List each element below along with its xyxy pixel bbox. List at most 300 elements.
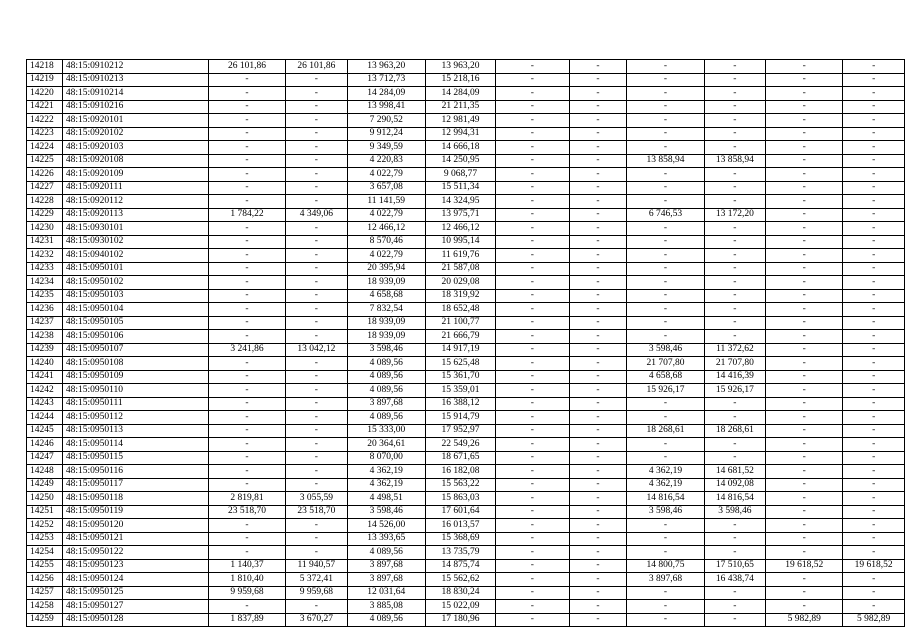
table-cell-value-col-11: -: [766, 586, 843, 600]
table-cell-value-col-10: -: [704, 289, 766, 303]
table-row: [27, 505, 905, 519]
table-cell-value-col-3: -: [208, 87, 285, 101]
table-cell-value-col-9: 3 598,46: [627, 505, 704, 519]
table-cell-value-col-8: -: [569, 60, 627, 74]
table-row: [27, 613, 905, 627]
table-cell-value-col-7: -: [496, 451, 569, 465]
table-cell-value-col-12: -: [843, 289, 905, 303]
table-cell-value-col-11: -: [766, 100, 843, 114]
table-cell-value-col-8: -: [569, 303, 627, 317]
table-cell-value-col-9: -: [627, 60, 704, 74]
table-cell-value-col-7: -: [496, 303, 569, 317]
table-cell-value-col-6: 13 735,79: [425, 546, 495, 560]
table-cell-value-col-8: -: [569, 424, 627, 438]
table-cell-value-col-6: 15 218,16: [425, 73, 495, 87]
table-cell-value-col-6: 11 619,76: [425, 249, 495, 263]
table-cell-cadastral-number: 48:15:0950109: [62, 370, 208, 384]
table-cell-value-col-12: -: [843, 276, 905, 290]
table-cell-value-col-12: -: [843, 384, 905, 398]
table-cell-value-col-8: -: [569, 276, 627, 290]
table-cell-value-col-12: -: [843, 73, 905, 87]
table-cell-value-col-6: 13 963,20: [425, 60, 495, 74]
table-cell-value-col-7: -: [496, 195, 569, 209]
table-cell-value-col-7: -: [496, 249, 569, 263]
table-cell-value-col-4: 23 518,70: [286, 505, 348, 519]
table-cell-cadastral-number: 48:15:0910213: [62, 73, 208, 87]
table-cell-value-col-11: -: [766, 181, 843, 195]
table-cell-value-col-12: -: [843, 195, 905, 209]
table-cell-value-col-7: -: [496, 532, 569, 546]
table-cell-value-col-11: -: [766, 492, 843, 506]
table-cell-value-col-7: -: [496, 546, 569, 560]
table-cell-value-col-6: 15 625,48: [425, 357, 495, 371]
table-cell-value-col-8: -: [569, 154, 627, 168]
table-cell-value-col-5: 12 466,12: [347, 222, 425, 236]
table-cell-value-col-11: -: [766, 168, 843, 182]
table-cell-value-col-8: -: [569, 546, 627, 560]
table-cell-value-col-9: 13 858,94: [627, 154, 704, 168]
table-cell-value-col-5: 13 963,20: [347, 60, 425, 74]
table-cell-row-number: 14244: [27, 411, 63, 425]
table-cell-value-col-11: -: [766, 262, 843, 276]
table-cell-value-col-6: 15 511,34: [425, 181, 495, 195]
table-cell-value-col-7: -: [496, 613, 569, 627]
table-cell-value-col-4: 26 101,86: [286, 60, 348, 74]
table-cell-value-col-5: 15 333,00: [347, 424, 425, 438]
table-cell-value-col-3: -: [208, 397, 285, 411]
table-cell-row-number: 14259: [27, 613, 63, 627]
table-cell-value-col-11: -: [766, 222, 843, 236]
table-cell-value-col-9: -: [627, 168, 704, 182]
table-cell-value-col-5: 4 022,79: [347, 168, 425, 182]
table-cell-value-col-11: -: [766, 330, 843, 344]
table-cell-cadastral-number: 48:15:0920101: [62, 114, 208, 128]
table-cell-value-col-8: -: [569, 438, 627, 452]
table-row: [27, 195, 905, 209]
table-cell-value-col-6: 16 013,57: [425, 519, 495, 533]
table-cell-value-col-10: -: [704, 600, 766, 614]
table-cell-value-col-4: 4 349,06: [286, 208, 348, 222]
table-cell-value-col-5: 7 832,54: [347, 303, 425, 317]
table-cell-value-col-12: -: [843, 370, 905, 384]
table-row: [27, 316, 905, 330]
table-cell-value-col-4: -: [286, 168, 348, 182]
table-cell-value-col-5: 3 897,68: [347, 397, 425, 411]
table-cell-value-col-5: 4 089,56: [347, 613, 425, 627]
table-cell-value-col-9: -: [627, 451, 704, 465]
table-cell-value-col-3: -: [208, 114, 285, 128]
table-cell-value-col-9: 14 800,75: [627, 559, 704, 573]
table-cell-value-col-5: 4 498,51: [347, 492, 425, 506]
table-cell-value-col-11: -: [766, 424, 843, 438]
table-cell-value-col-12: -: [843, 600, 905, 614]
table-cell-value-col-4: -: [286, 451, 348, 465]
table-cell-value-col-3: 23 518,70: [208, 505, 285, 519]
table-cell-value-col-6: 14 284,09: [425, 87, 495, 101]
table-cell-value-col-10: 3 598,46: [704, 505, 766, 519]
table-cell-value-col-4: -: [286, 100, 348, 114]
table-cell-value-col-4: -: [286, 532, 348, 546]
table-row: [27, 222, 905, 236]
table-cell-value-col-8: -: [569, 573, 627, 587]
table-cell-row-number: 14255: [27, 559, 63, 573]
table-cell-value-col-9: -: [627, 100, 704, 114]
table-cell-row-number: 14220: [27, 87, 63, 101]
table-cell-value-col-9: -: [627, 586, 704, 600]
table-cell-value-col-5: 13 998,41: [347, 100, 425, 114]
table-cell-value-col-8: -: [569, 586, 627, 600]
table-cell-value-col-8: -: [569, 411, 627, 425]
table-cell-value-col-6: 9 068,77: [425, 168, 495, 182]
table-cell-value-col-7: -: [496, 600, 569, 614]
table-body: [27, 60, 905, 627]
table-cell-value-col-8: -: [569, 343, 627, 357]
table-cell-value-col-8: -: [569, 478, 627, 492]
table-cell-value-col-9: -: [627, 262, 704, 276]
table-cell-value-col-8: -: [569, 532, 627, 546]
table-cell-value-col-9: -: [627, 613, 704, 627]
table-cell-value-col-6: 21 666,79: [425, 330, 495, 344]
table-cell-value-col-7: -: [496, 343, 569, 357]
table-cell-value-col-8: -: [569, 613, 627, 627]
table-cell-value-col-10: -: [704, 411, 766, 425]
table-cell-cadastral-number: 48:15:0950107: [62, 343, 208, 357]
table-cell-value-col-8: -: [569, 384, 627, 398]
table-cell-value-col-6: 15 562,62: [425, 573, 495, 587]
table-cell-cadastral-number: 48:15:0950102: [62, 276, 208, 290]
table-cell-value-col-12: -: [843, 424, 905, 438]
table-row: [27, 465, 905, 479]
table-cell-row-number: 14235: [27, 289, 63, 303]
table-cell-row-number: 14236: [27, 303, 63, 317]
table-cell-row-number: 14254: [27, 546, 63, 560]
table-cell-cadastral-number: 48:15:0950117: [62, 478, 208, 492]
table-cell-value-col-8: -: [569, 73, 627, 87]
table-cell-value-col-6: 17 180,96: [425, 613, 495, 627]
table-cell-value-col-5: 8 070,00: [347, 451, 425, 465]
table-cell-value-col-10: -: [704, 249, 766, 263]
table-cell-value-col-9: -: [627, 181, 704, 195]
table-cell-value-col-12: -: [843, 222, 905, 236]
table-cell-value-col-3: -: [208, 330, 285, 344]
table-cell-value-col-7: -: [496, 60, 569, 74]
table-cell-value-col-8: -: [569, 451, 627, 465]
table-cell-value-col-8: -: [569, 195, 627, 209]
table-row: [27, 100, 905, 114]
table-cell-value-col-10: 17 510,65: [704, 559, 766, 573]
table-cell-cadastral-number: 48:15:0950121: [62, 532, 208, 546]
table-cell-value-col-11: -: [766, 73, 843, 87]
table-cell-row-number: 14237: [27, 316, 63, 330]
table-cell-value-col-8: -: [569, 357, 627, 371]
table-cell-value-col-12: -: [843, 343, 905, 357]
table-cell-value-col-8: -: [569, 316, 627, 330]
table-cell-row-number: 14239: [27, 343, 63, 357]
table-cell-value-col-5: 18 939,09: [347, 276, 425, 290]
table-cell-value-col-6: 18 319,92: [425, 289, 495, 303]
table-cell-cadastral-number: 48:15:0920109: [62, 168, 208, 182]
table-cell-row-number: 14230: [27, 222, 63, 236]
table-row: [27, 384, 905, 398]
table-cell-row-number: 14221: [27, 100, 63, 114]
table-cell-cadastral-number: 48:15:0920103: [62, 141, 208, 155]
table-cell-row-number: 14234: [27, 276, 63, 290]
table-cell-value-col-10: -: [704, 60, 766, 74]
table-cell-cadastral-number: 48:15:0920113: [62, 208, 208, 222]
table-cell-value-col-12: -: [843, 262, 905, 276]
table-cell-row-number: 14224: [27, 141, 63, 155]
table-cell-value-col-5: 18 939,09: [347, 316, 425, 330]
table-cell-row-number: 14249: [27, 478, 63, 492]
table-cell-value-col-7: -: [496, 370, 569, 384]
table-cell-value-col-4: -: [286, 73, 348, 87]
table-cell-value-col-6: 12 981,49: [425, 114, 495, 128]
table-cell-value-col-7: -: [496, 519, 569, 533]
table-cell-value-col-9: -: [627, 411, 704, 425]
table-cell-row-number: 14243: [27, 397, 63, 411]
table-cell-value-col-12: -: [843, 208, 905, 222]
table-row: [27, 235, 905, 249]
table-cell-value-col-9: -: [627, 73, 704, 87]
table-cell-value-col-5: 18 939,09: [347, 330, 425, 344]
table-cell-value-col-7: -: [496, 222, 569, 236]
table-cell-value-col-9: -: [627, 195, 704, 209]
table-cell-value-col-9: -: [627, 397, 704, 411]
table-cell-value-col-3: -: [208, 127, 285, 141]
table-cell-cadastral-number: 48:15:0940102: [62, 249, 208, 263]
table-cell-value-col-10: 13 858,94: [704, 154, 766, 168]
table-cell-value-col-6: 15 863,03: [425, 492, 495, 506]
table-cell-row-number: 14238: [27, 330, 63, 344]
table-cell-row-number: 14231: [27, 235, 63, 249]
table-cell-value-col-4: -: [286, 181, 348, 195]
table-cell-value-col-10: 16 438,74: [704, 573, 766, 587]
table-cell-row-number: 14222: [27, 114, 63, 128]
table-cell-value-col-6: 10 995,14: [425, 235, 495, 249]
table-cell-value-col-11: -: [766, 316, 843, 330]
table-row: [27, 532, 905, 546]
table-cell-value-col-8: -: [569, 330, 627, 344]
table-cell-value-col-7: -: [496, 114, 569, 128]
table-cell-value-col-10: -: [704, 262, 766, 276]
table-cell-value-col-4: -: [286, 262, 348, 276]
table-cell-value-col-4: -: [286, 235, 348, 249]
table-cell-value-col-8: -: [569, 465, 627, 479]
table-cell-value-col-3: 26 101,86: [208, 60, 285, 74]
table-cell-value-col-6: 13 975,71: [425, 208, 495, 222]
table-cell-value-col-6: 17 952,97: [425, 424, 495, 438]
table-cell-value-col-7: -: [496, 154, 569, 168]
table-row: [27, 478, 905, 492]
table-cell-value-col-11: 19 618,52: [766, 559, 843, 573]
table-cell-cadastral-number: 48:15:0950123: [62, 559, 208, 573]
table-cell-value-col-3: -: [208, 195, 285, 209]
table-cell-row-number: 14240: [27, 357, 63, 371]
table-cell-cadastral-number: 48:15:0910216: [62, 100, 208, 114]
table-cell-value-col-3: -: [208, 141, 285, 155]
table-cell-value-col-11: -: [766, 87, 843, 101]
table-cell-row-number: 14242: [27, 384, 63, 398]
table-cell-value-col-10: -: [704, 519, 766, 533]
table-cell-value-col-5: 4 089,56: [347, 357, 425, 371]
table-cell-value-col-9: 4 658,68: [627, 370, 704, 384]
table-row: [27, 586, 905, 600]
table-cell-value-col-10: -: [704, 87, 766, 101]
table-cell-value-col-3: -: [208, 262, 285, 276]
table-cell-value-col-3: -: [208, 249, 285, 263]
table-cell-cadastral-number: 48:15:0950120: [62, 519, 208, 533]
table-cell-value-col-3: 3 241,86: [208, 343, 285, 357]
table-cell-value-col-7: -: [496, 100, 569, 114]
table-cell-value-col-10: 15 926,17: [704, 384, 766, 398]
table-cell-value-col-4: -: [286, 114, 348, 128]
table-cell-value-col-8: -: [569, 249, 627, 263]
table-cell-value-col-7: -: [496, 73, 569, 87]
table-cell-value-col-5: 3 897,68: [347, 573, 425, 587]
table-row: [27, 168, 905, 182]
table-cell-value-col-9: -: [627, 438, 704, 452]
table-cell-cadastral-number: 48:15:0910212: [62, 60, 208, 74]
table-cell-value-col-10: -: [704, 127, 766, 141]
table-cell-value-col-12: -: [843, 546, 905, 560]
table-cell-value-col-7: -: [496, 559, 569, 573]
table-cell-value-col-12: -: [843, 316, 905, 330]
table-cell-value-col-9: -: [627, 222, 704, 236]
table-cell-value-col-9: -: [627, 303, 704, 317]
table-cell-value-col-4: -: [286, 424, 348, 438]
table-cell-value-col-7: -: [496, 330, 569, 344]
table-cell-value-col-5: 4 089,56: [347, 370, 425, 384]
table-cell-cadastral-number: 48:15:0920108: [62, 154, 208, 168]
table-cell-value-col-10: -: [704, 451, 766, 465]
table-cell-value-col-6: 18 671,65: [425, 451, 495, 465]
table-cell-cadastral-number: 48:15:0950104: [62, 303, 208, 317]
table-cell-value-col-9: -: [627, 114, 704, 128]
table-cell-value-col-5: 13 712,73: [347, 73, 425, 87]
table-row: [27, 262, 905, 276]
table-cell-value-col-4: -: [286, 276, 348, 290]
table-cell-value-col-4: -: [286, 303, 348, 317]
table-cell-value-col-3: -: [208, 222, 285, 236]
table-cell-value-col-8: -: [569, 168, 627, 182]
table-cell-value-col-6: 15 563,22: [425, 478, 495, 492]
table-cell-value-col-8: -: [569, 114, 627, 128]
table-cell-cadastral-number: 48:15:0950125: [62, 586, 208, 600]
table-cell-value-col-12: -: [843, 181, 905, 195]
table-cell-row-number: 14233: [27, 262, 63, 276]
table-cell-value-col-9: 4 362,19: [627, 465, 704, 479]
table-cell-row-number: 14256: [27, 573, 63, 587]
table-cell-value-col-4: -: [286, 154, 348, 168]
table-cell-value-col-12: -: [843, 478, 905, 492]
table-cell-row-number: 14246: [27, 438, 63, 452]
table-cell-value-col-4: 11 940,57: [286, 559, 348, 573]
table-cell-value-col-12: -: [843, 411, 905, 425]
table-cell-value-col-9: 6 746,53: [627, 208, 704, 222]
table-cell-value-col-12: -: [843, 141, 905, 155]
table-row: [27, 60, 905, 74]
table-cell-value-col-8: -: [569, 181, 627, 195]
table-cell-cadastral-number: 48:15:0950113: [62, 424, 208, 438]
table-cell-row-number: 14245: [27, 424, 63, 438]
table-cell-value-col-3: -: [208, 465, 285, 479]
table-row: [27, 492, 905, 506]
table-cell-value-col-8: -: [569, 600, 627, 614]
table-cell-value-col-10: 11 372,62: [704, 343, 766, 357]
table-cell-value-col-11: -: [766, 141, 843, 155]
table-row: [27, 397, 905, 411]
table-cell-row-number: 14248: [27, 465, 63, 479]
table-cell-value-col-9: 15 926,17: [627, 384, 704, 398]
table-cell-value-col-10: -: [704, 532, 766, 546]
table-cell-cadastral-number: 48:15:0950115: [62, 451, 208, 465]
table-row: [27, 154, 905, 168]
table-cell-value-col-9: 3 897,68: [627, 573, 704, 587]
table-cell-cadastral-number: 48:15:0950114: [62, 438, 208, 452]
table-cell-value-col-6: 17 601,64: [425, 505, 495, 519]
table-cell-value-col-11: -: [766, 343, 843, 357]
table-cell-value-col-5: 4 362,19: [347, 465, 425, 479]
table-cell-value-col-3: -: [208, 424, 285, 438]
table-cell-value-col-11: -: [766, 114, 843, 128]
table-cell-value-col-4: -: [286, 330, 348, 344]
table-cell-value-col-7: -: [496, 357, 569, 371]
table-cell-value-col-3: 1 810,40: [208, 573, 285, 587]
table-cell-value-col-8: -: [569, 235, 627, 249]
table-cell-value-col-8: -: [569, 127, 627, 141]
table-cell-value-col-3: -: [208, 181, 285, 195]
table-cell-value-col-5: 8 570,46: [347, 235, 425, 249]
table-row: [27, 411, 905, 425]
table-cell-value-col-5: 20 395,94: [347, 262, 425, 276]
table-cell-value-col-6: 22 549,26: [425, 438, 495, 452]
table-cell-value-col-12: -: [843, 505, 905, 519]
table-cell-cadastral-number: 48:15:0950127: [62, 600, 208, 614]
table-cell-value-col-12: -: [843, 573, 905, 587]
table-cell-value-col-12: -: [843, 519, 905, 533]
table-cell-value-col-11: -: [766, 600, 843, 614]
table-cell-value-col-3: 1 140,37: [208, 559, 285, 573]
table-cell-value-col-3: 1 784,22: [208, 208, 285, 222]
table-row: [27, 181, 905, 195]
table-cell-value-col-6: 12 466,12: [425, 222, 495, 236]
table-cell-value-col-4: -: [286, 411, 348, 425]
table-cell-cadastral-number: 48:15:0930101: [62, 222, 208, 236]
table-cell-value-col-5: 3 657,08: [347, 181, 425, 195]
table-cell-cadastral-number: 48:15:0920102: [62, 127, 208, 141]
table-cell-value-col-4: -: [286, 478, 348, 492]
table-row: [27, 573, 905, 587]
table-cell-value-col-12: -: [843, 451, 905, 465]
table-cell-value-col-6: 16 182,08: [425, 465, 495, 479]
table-cell-value-col-9: -: [627, 289, 704, 303]
table-row: [27, 303, 905, 317]
table-cell-cadastral-number: 48:15:0950122: [62, 546, 208, 560]
table-cell-value-col-5: 7 290,52: [347, 114, 425, 128]
table-cell-value-col-7: -: [496, 586, 569, 600]
table-cell-value-col-7: -: [496, 424, 569, 438]
table-cell-value-col-11: -: [766, 546, 843, 560]
table-cell-value-col-11: -: [766, 60, 843, 74]
table-cell-value-col-12: -: [843, 100, 905, 114]
table-row: [27, 559, 905, 573]
table-cell-value-col-8: -: [569, 505, 627, 519]
table-cell-value-col-4: -: [286, 357, 348, 371]
table-cell-value-col-8: -: [569, 370, 627, 384]
table-cell-value-col-4: -: [286, 289, 348, 303]
table-cell-value-col-12: -: [843, 303, 905, 317]
table-cell-value-col-10: -: [704, 276, 766, 290]
